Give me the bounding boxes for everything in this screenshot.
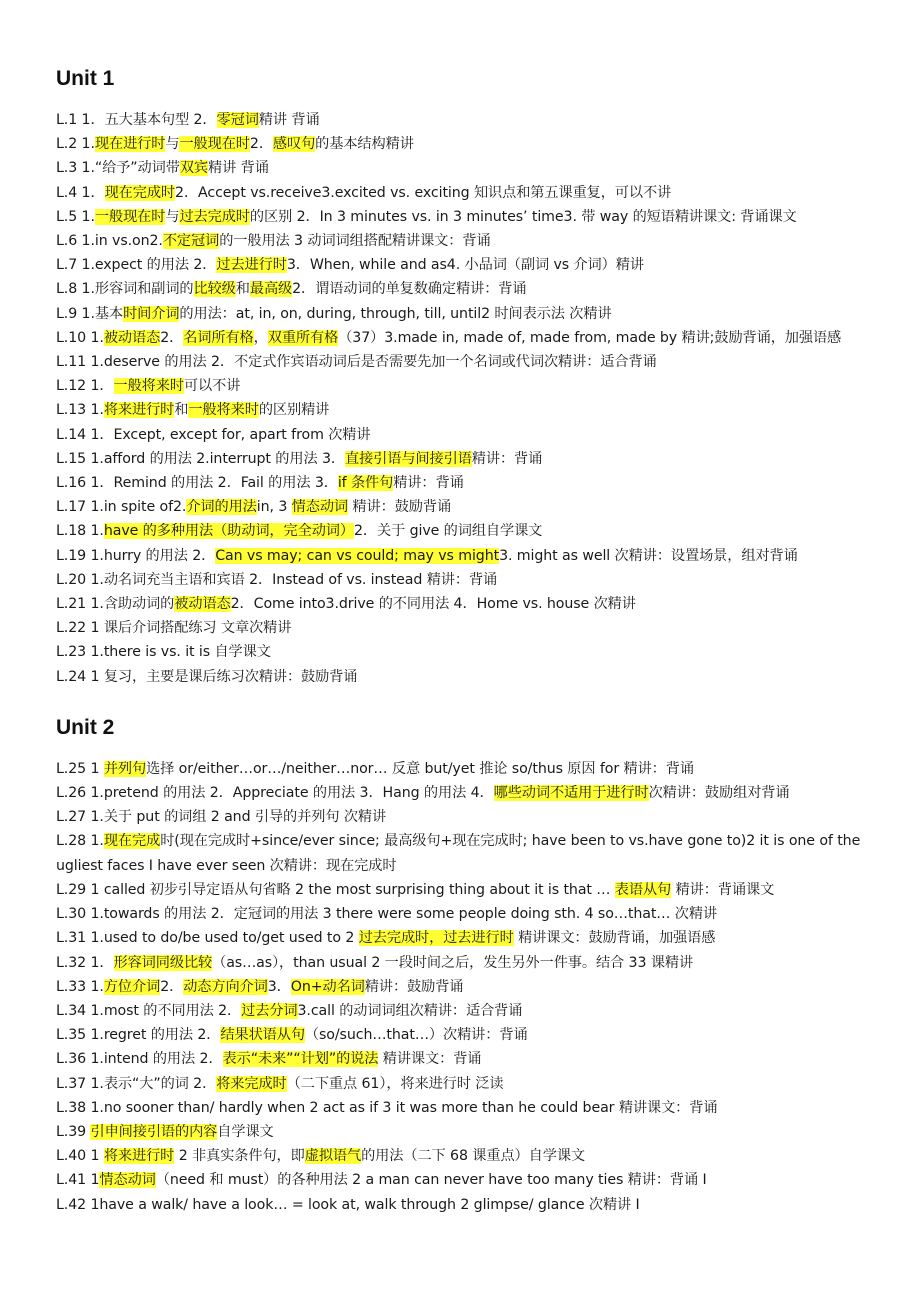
lesson-line: [56, 1072, 868, 1096]
highlighted-text: 被动语态: [103, 329, 161, 346]
lesson-line: [56, 544, 868, 568]
lesson-line: [56, 592, 868, 616]
lesson-text: 时(现在完成时+since/ever since; 最高级句+现在完成时; have been to vs.have gone to)2 it is one of the ugliest faces I have ever seen 次精讲：现在完成时: [56, 833, 861, 874]
lesson-text: 2 非真实条件句，即: [174, 1148, 305, 1165]
lesson-text: L.14 1．Except, except for, apart from 次精讲: [56, 426, 371, 443]
lesson-text: 的用法（二下 68 课重点）自学课文: [361, 1148, 585, 1165]
lesson-line: [56, 253, 868, 277]
unit-heading: Unit 1: [56, 67, 115, 90]
highlighted-text: 将来完成时: [216, 1075, 287, 1092]
lesson-text: （37）3.made in, made of, made from, made by 精讲;鼓励背诵，加强语感: [338, 329, 842, 346]
highlighted-text: 并列句: [103, 760, 147, 777]
lesson-line: [56, 181, 868, 205]
highlighted-text: 时间介词: [123, 305, 180, 322]
lesson-text: 3. might as well 次精讲：设置场景，组对背诵: [499, 547, 798, 564]
lesson-text: L.6 1.in vs.on2.: [56, 233, 163, 250]
lesson-text: 与: [165, 136, 180, 153]
lesson-text: L.8 1.形容词和副词的: [56, 281, 194, 298]
highlighted-text: 双重所有格: [267, 329, 339, 346]
highlighted-text: 最高级: [249, 281, 293, 298]
lesson-text: L.16 1．Remind 的用法 2．Fail 的用法 3．: [56, 475, 338, 492]
lesson-text: L.20 1.动名词充当主语和宾语 2．Instead of vs. instead 精讲：背诵: [56, 571, 498, 588]
lesson-text: L.13 1.: [56, 402, 104, 419]
lesson-text: L.18 1.: [56, 523, 104, 540]
highlighted-text: On+动名词: [290, 978, 365, 995]
lesson-line: [56, 229, 868, 253]
lesson-text: L.25 1: [56, 760, 104, 777]
lesson-line: [56, 999, 868, 1023]
lesson-text: 与: [165, 208, 180, 225]
highlighted-text: 情态动词: [291, 499, 349, 516]
lesson-text: 2．Come into3.drive 的不同用法 4．Home vs. house 次精讲: [230, 596, 636, 613]
lesson-text: L.41 1: [56, 1172, 100, 1189]
lesson-text: ，: [253, 329, 268, 346]
lesson-text: 精讲课文：鼓励背诵，加强语感: [513, 930, 716, 947]
highlighted-text: 引申间接引语的内容: [90, 1123, 218, 1140]
lesson-text: L.42 1have a walk/ have a look… = look at, walk through 2 glimpse/ glance 次精讲 I: [56, 1196, 640, 1213]
lesson-text: 2．: [160, 978, 184, 995]
lesson-line: [56, 1168, 868, 1192]
lesson-line: [56, 975, 868, 999]
lesson-text: 和: [235, 281, 250, 298]
lesson-line: [56, 781, 868, 805]
lesson-text: 精讲 背诵: [208, 160, 269, 177]
lesson-text: 和: [174, 402, 189, 419]
lesson-text: L.21 1.含助动词的: [56, 596, 175, 613]
highlighted-text: 双宾: [179, 160, 209, 177]
highlighted-text: 一般现在时: [179, 136, 250, 153]
highlighted-text: Can vs may; can vs could; may vs might: [215, 547, 500, 564]
highlighted-text: 过去完成时: [179, 208, 250, 225]
highlighted-text: 表示“未来”“计划”的说法: [222, 1051, 379, 1068]
highlighted-text: 哪些动词不适用于进行时: [493, 785, 649, 802]
lesson-line: [56, 640, 868, 664]
lesson-text: L.23 1.there is vs. it is 自学课文: [56, 644, 271, 661]
lesson-text: 的一般用法 3 动词词组搭配精讲课文：背诵: [219, 233, 491, 250]
lesson-text: L.4 1．: [56, 184, 105, 201]
lesson-line: [56, 471, 868, 495]
lesson-line: [56, 302, 868, 326]
highlighted-text: 介词的用法: [186, 499, 257, 516]
lesson-line: [56, 757, 868, 781]
lesson-line: [56, 156, 868, 180]
lesson-text: L.26 1.pretend 的用法 2．Appreciate 的用法 3．Hang 的用法 4．: [56, 785, 494, 802]
lesson-line: [56, 1120, 868, 1144]
lesson-text: 的基本结构精讲: [315, 136, 414, 153]
lesson-line: [56, 205, 868, 229]
lesson-text: 的用法：at, in, on, during, through, till, until2 时间表示法 次精讲: [179, 305, 612, 322]
highlighted-text: 动态方向介词: [183, 978, 268, 995]
highlighted-text: 结果状语从句: [220, 1027, 305, 1044]
lesson-line: [56, 926, 868, 950]
lesson-text: L.12 1．: [56, 378, 114, 395]
highlighted-text: 虚拟语气: [304, 1148, 362, 1165]
lesson-text: 2．关于 give 的词组自学课文: [353, 523, 543, 540]
lesson-text: L.11 1.deserve 的用法 2．不定式作宾语动词后是否需要先加一个名词或代词次精讲：适合背诵: [56, 354, 657, 371]
highlighted-text: 方位介词: [103, 978, 161, 995]
highlighted-text: 不定冠词: [162, 233, 220, 250]
lesson-text: 精讲：背诵课文: [671, 881, 775, 898]
lesson-line: [56, 1096, 868, 1120]
lesson-text: L.1 1．五大基本句型 2．: [56, 112, 217, 128]
lesson-text: 2．: [160, 329, 184, 346]
lesson-line: [56, 1144, 868, 1168]
lesson-line: [56, 665, 868, 689]
lesson-text: 2．谓语动词的单复数确定精讲：背诵: [292, 281, 527, 298]
lesson-text: L.17 1.in spite of2.: [56, 499, 187, 516]
highlighted-text: 零冠词: [216, 112, 259, 128]
highlighted-text: 比较级: [193, 281, 236, 298]
lesson-text: L.9 1.基本: [56, 305, 124, 322]
lesson-line: [56, 902, 868, 926]
lesson-line: [56, 350, 868, 374]
lesson-text: L.32 1．: [56, 954, 114, 971]
lesson-text: L.2 1.: [56, 136, 95, 153]
highlighted-text: 形容词同级比较: [113, 954, 213, 971]
highlighted-text: 表语从句: [614, 881, 672, 898]
lesson-line: [56, 829, 868, 877]
lesson-line: [56, 495, 868, 519]
lesson-text: 可以不讲: [183, 378, 241, 395]
lesson-text: L.39: [56, 1123, 91, 1140]
lesson-line: [56, 805, 868, 829]
lesson-text: 次精讲：鼓励组对背诵: [648, 785, 790, 802]
lesson-text: 精讲课文：背诵: [378, 1051, 482, 1068]
lesson-text: L.22 1 课后介词搭配练习 文章次精讲: [56, 620, 292, 637]
lesson-line: [56, 519, 868, 543]
lesson-line: [56, 398, 868, 422]
lesson-line: [56, 1193, 868, 1217]
lesson-text: 精讲 背诵: [258, 112, 320, 128]
lesson-text: L.24 1 复习，主要是课后练习次精讲：鼓励背诵: [56, 668, 358, 685]
highlighted-text: 直接引语与间接引语: [344, 450, 472, 467]
lesson-text: 精讲：背诵: [393, 475, 464, 492]
lesson-text: 3．When, while and as4. 小品词（副词 vs 介词）精讲: [286, 257, 644, 274]
highlighted-text: 将来进行时: [103, 402, 175, 419]
lesson-text: L.35 1.regret 的用法 2．: [56, 1027, 221, 1044]
lesson-text: 3.call 的动词词组次精讲：适合背诵: [297, 1002, 523, 1019]
lesson-text: L.33 1.: [56, 978, 104, 995]
highlighted-text: 将来进行时: [103, 1148, 175, 1165]
highlighted-text: 现在进行时: [94, 136, 166, 153]
lesson-text: L.31 1.used to do/be used to/get used to 2: [56, 930, 359, 947]
highlighted-text: 名词所有格: [183, 329, 254, 346]
lesson-text: L.34 1.most 的不同用法 2．: [56, 1002, 242, 1019]
lesson-line: [56, 1047, 868, 1071]
lesson-line: [56, 132, 868, 156]
lesson-line: [56, 277, 868, 301]
lesson-text: L.38 1.no sooner than/ hardly when 2 act as if 3 it was more than he could bear 精讲课文：背诵: [56, 1099, 718, 1116]
lesson-text: 的区别 2．In 3 minutes vs. in 3 minutes’ time3. 带 way 的短语精讲课文: 背诵课文: [249, 208, 797, 225]
lesson-line: [56, 108, 868, 132]
highlighted-text: 一般将来时: [113, 378, 184, 395]
lesson-text: L.19 1.hurry 的用法 2．: [56, 547, 216, 564]
lesson-text: in, 3: [256, 499, 292, 516]
lesson-text: 2．Accept vs.receive3.excited vs. exciting 知识点和第五课重复，可以不讲: [175, 184, 672, 201]
lesson-line: [56, 568, 868, 592]
lesson-text: L.37 1.表示“大”的词 2．: [56, 1075, 217, 1092]
lesson-text: L.30 1.towards 的用法 2．定冠词的用法 3 there were some people doing sth. 4 so…that… 次精讲: [56, 906, 718, 923]
lesson-line: [56, 951, 868, 975]
lesson-text: 精讲：背诵: [471, 450, 543, 467]
lesson-text: （need 和 must）的各种用法 2 a man can never have too many ties 精讲：背诵 I: [155, 1172, 707, 1189]
lesson-line: [56, 423, 868, 447]
highlighted-text: 过去进行时: [216, 257, 287, 274]
highlighted-text: if 条件句: [337, 475, 394, 492]
lesson-line: [56, 326, 868, 350]
lesson-line: [56, 878, 868, 902]
highlighted-text: 被动语态: [174, 596, 231, 613]
lesson-text: （二下重点 61），将来进行时 泛读: [286, 1075, 504, 1092]
highlighted-text: 一般将来时: [188, 402, 259, 419]
lesson-text: L.10 1.: [56, 329, 104, 346]
lesson-line: [56, 447, 868, 471]
lesson-text: L.29 1 called 初步引导定语从句省略 2 the most surprising thing about it is that …: [56, 881, 615, 898]
highlighted-text: 过去分词: [241, 1002, 298, 1019]
lesson-text: 精讲：鼓励背诵: [348, 499, 452, 516]
lesson-text: L.27 1.关于 put 的词组 2 and 引导的并列句 次精讲: [56, 809, 387, 826]
highlighted-text: 现在完成时: [104, 184, 176, 201]
lesson-text: L.28 1.: [56, 833, 104, 850]
highlighted-text: have 的多种用法（助动词，完全动词）: [103, 523, 354, 540]
highlighted-text: 情态动词: [99, 1172, 156, 1189]
lesson-text: （so/such…that…）次精讲：背诵: [304, 1027, 528, 1044]
highlighted-text: 一般现在时: [94, 208, 166, 225]
lesson-text: L.3 1.“给予”动词带: [56, 160, 180, 177]
lesson-text: 选择 or/either…or…/neither…nor… 反意 but/yet 推论 so/thus 原因 for 精讲：背诵: [146, 760, 694, 777]
lesson-text: （as…as），than usual 2 一段时间之后，发生另外一件事。结合 33 课精讲: [212, 954, 694, 971]
lesson-line: [56, 374, 868, 398]
lesson-line: [56, 616, 868, 640]
highlighted-text: 现在完成: [103, 833, 161, 850]
unit-heading: Unit 2: [56, 715, 115, 739]
lesson-text: L.7 1.expect 的用法 2．: [56, 257, 217, 274]
lesson-text: L.36 1.intend 的用法 2．: [56, 1051, 223, 1068]
lesson-text: 2．: [249, 136, 273, 153]
highlighted-text: 感叹句: [272, 136, 316, 153]
document-body: [56, 64, 868, 1217]
lesson-text: L.40 1: [56, 1148, 104, 1165]
lesson-text: 的区别精讲: [258, 402, 330, 419]
lesson-text: 精讲：鼓励背诵: [364, 978, 464, 995]
lesson-text: L.5 1.: [56, 208, 95, 225]
lesson-text: L.15 1.afford 的用法 2.interrupt 的用法 3．: [56, 450, 345, 467]
lesson-line: [56, 1023, 868, 1047]
highlighted-text: 过去完成时，过去进行时: [358, 930, 514, 947]
lesson-text: 自学课文: [217, 1123, 274, 1140]
lesson-text: 3．: [267, 978, 291, 995]
